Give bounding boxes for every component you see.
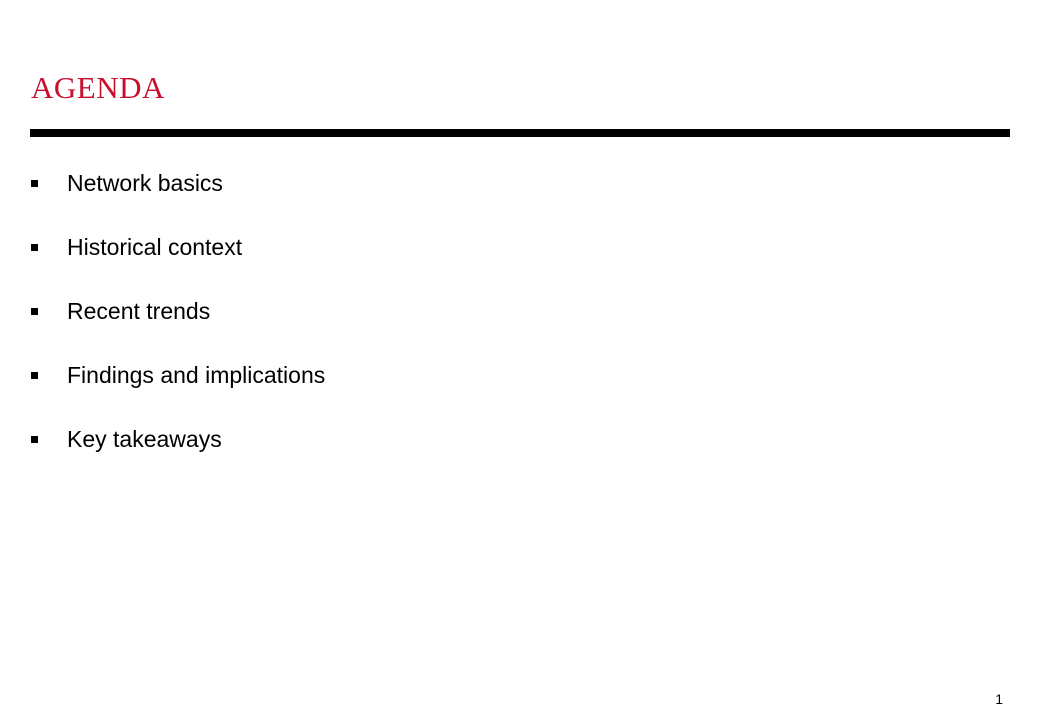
agenda-item-label: Network basics — [67, 170, 223, 196]
agenda-item-label: Key takeaways — [67, 426, 222, 452]
title-divider — [30, 129, 1010, 137]
square-bullet-icon — [31, 244, 38, 251]
square-bullet-icon — [31, 308, 38, 315]
list-item — [31, 230, 325, 294]
square-bullet-icon — [31, 436, 38, 443]
page-number: 1 — [995, 691, 1003, 707]
list-item — [31, 166, 325, 230]
square-bullet-icon — [31, 180, 38, 187]
agenda-item-label: Recent trends — [67, 298, 211, 324]
list-item — [31, 294, 325, 358]
agenda-list — [31, 166, 325, 486]
agenda-item-label: Findings and implications — [67, 362, 326, 388]
agenda-item-label: Historical context — [67, 234, 243, 260]
slide-title: AGENDA — [31, 70, 165, 105]
square-bullet-icon — [31, 372, 38, 379]
list-item — [31, 358, 325, 422]
list-item — [31, 422, 325, 486]
